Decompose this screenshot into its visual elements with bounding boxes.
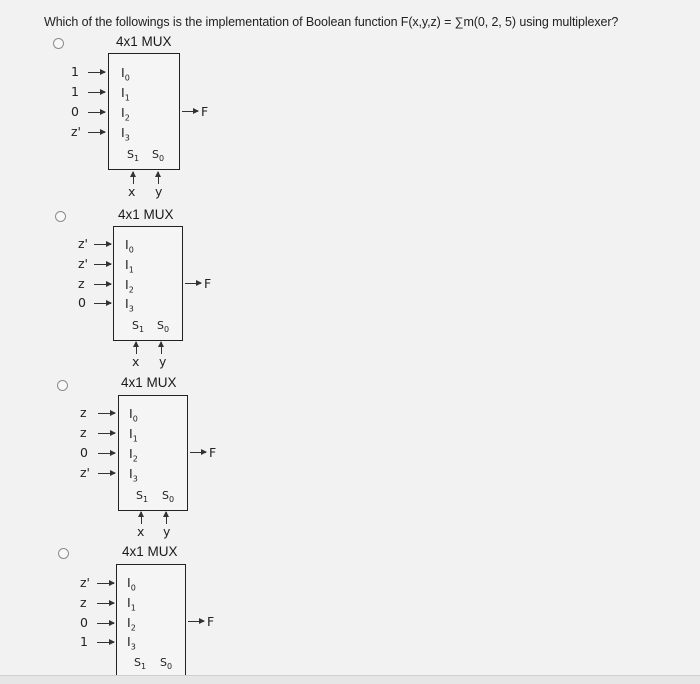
select-arrow — [136, 342, 137, 354]
input-arrow — [88, 112, 105, 113]
data-line-i0: $I_0$ — [121, 65, 130, 83]
select-arrow — [133, 172, 134, 184]
input-arrow — [88, 92, 105, 93]
mux-input-3: 1 — [80, 634, 88, 649]
input-arrow — [94, 264, 111, 265]
select-s0: $S_0$ — [162, 489, 175, 505]
input-arrow — [98, 413, 115, 414]
mux-title: 4x1 MUX — [122, 544, 178, 559]
mux-title: 4x1 MUX — [118, 207, 174, 222]
select-var-y: y — [159, 354, 167, 369]
mux-input-2: 0 — [80, 615, 88, 630]
select-s1: $S_1$ — [136, 489, 149, 505]
mux-output: F — [207, 614, 215, 629]
mux-input-0: z' — [78, 236, 88, 251]
select-var-x: x — [137, 524, 145, 539]
input-arrow — [97, 623, 114, 624]
data-line-i1: $I_1$ — [129, 426, 138, 444]
option-3-radio[interactable] — [57, 380, 68, 391]
input-arrow — [98, 473, 115, 474]
output-arrow — [190, 452, 206, 453]
data-line-i0: $I_0$ — [127, 575, 136, 593]
mux-input-2: 0 — [71, 104, 79, 119]
data-line-i2: $I_2$ — [125, 277, 134, 295]
mux-input-1: z' — [78, 256, 88, 271]
mux-input-2: 0 — [80, 445, 88, 460]
select-s0: $S_0$ — [157, 319, 170, 335]
input-arrow — [98, 453, 115, 454]
select-var-y: y — [155, 184, 163, 199]
data-line-i2: $I_2$ — [127, 615, 136, 633]
mux-input-3: 0 — [78, 295, 86, 310]
mux-input-0: z — [80, 405, 87, 420]
data-line-i1: $I_1$ — [127, 595, 136, 613]
input-arrow — [94, 303, 111, 304]
data-line-i0: $I_0$ — [129, 406, 138, 424]
select-s1: $S_1$ — [127, 148, 140, 164]
select-s0: $S_0$ — [152, 148, 165, 164]
data-line-i3: $I_3$ — [125, 296, 134, 314]
output-arrow — [182, 111, 198, 112]
select-arrow — [166, 512, 167, 524]
mux-input-0: 1 — [71, 64, 79, 79]
mux-input-0: z' — [80, 575, 90, 590]
output-arrow — [185, 283, 201, 284]
input-arrow — [88, 132, 105, 133]
mux-title: 4x1 MUX — [121, 375, 177, 390]
input-arrow — [97, 642, 114, 643]
option-4-radio[interactable] — [58, 548, 69, 559]
input-arrow — [94, 284, 111, 285]
select-arrow — [161, 342, 162, 354]
mux-output: F — [209, 445, 217, 460]
input-arrow — [97, 583, 114, 584]
data-line-i1: $I_1$ — [121, 85, 130, 103]
data-line-i3: $I_3$ — [127, 634, 136, 652]
mux-input-1: 1 — [71, 84, 79, 99]
data-line-i3: $I_3$ — [121, 125, 130, 143]
select-s0: $S_0$ — [160, 656, 173, 672]
data-line-i0: $I_0$ — [125, 237, 134, 255]
mux-box — [116, 564, 186, 679]
input-arrow — [88, 72, 105, 73]
question-text: Which of the followings is the implementation of Boolean function F(x,y,z) = ∑m(0, 2, 5) using multiplexer? — [44, 15, 619, 29]
select-s1: $S_1$ — [132, 319, 145, 335]
input-arrow — [94, 244, 111, 245]
mux-box — [113, 226, 183, 341]
data-line-i2: $I_2$ — [121, 105, 130, 123]
input-arrow — [98, 433, 115, 434]
mux-output: F — [201, 104, 209, 119]
select-arrow — [158, 172, 159, 184]
mux-output: F — [204, 276, 212, 291]
mux-box — [108, 53, 180, 170]
select-var-y: y — [163, 524, 171, 539]
data-line-i3: $I_3$ — [129, 466, 138, 484]
mux-input-1: z — [80, 425, 87, 440]
option-2-radio[interactable] — [55, 211, 66, 222]
data-line-i2: $I_2$ — [129, 446, 138, 464]
output-arrow — [188, 621, 204, 622]
option-1-radio[interactable] — [53, 38, 64, 49]
select-var-x: x — [132, 354, 140, 369]
mux-input-2: z — [78, 276, 85, 291]
mux-input-1: z — [80, 595, 87, 610]
mux-input-3: z' — [80, 465, 90, 480]
data-line-i1: $I_1$ — [125, 257, 134, 275]
mux-box — [118, 395, 188, 511]
mux-title: 4x1 MUX — [116, 34, 172, 49]
mux-input-3: z' — [71, 124, 81, 139]
select-s1: $S_1$ — [134, 656, 147, 672]
select-arrow — [141, 512, 142, 524]
input-arrow — [97, 603, 114, 604]
select-var-x: x — [128, 184, 136, 199]
